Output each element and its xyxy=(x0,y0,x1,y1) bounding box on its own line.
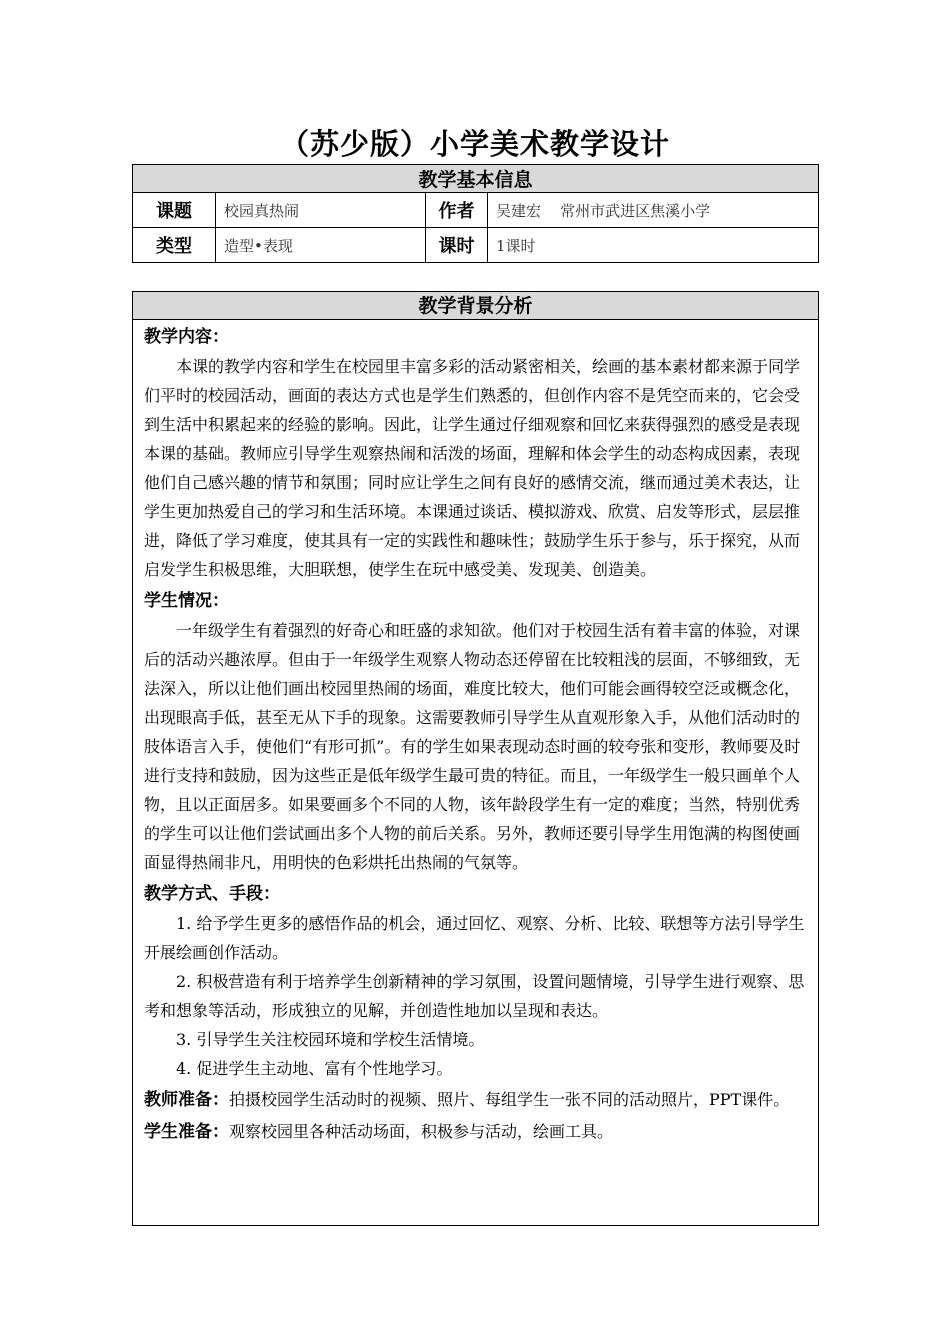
list-item: 3. 引导学生关注校园环境和学校生活情境。 xyxy=(176,1030,485,1049)
teacher-prep-title: 教师准备： xyxy=(144,1090,229,1110)
period-label: 课时 xyxy=(426,228,488,263)
basic-info-table xyxy=(132,164,819,263)
table-row xyxy=(133,193,819,228)
type-value: 造型•表现 xyxy=(216,228,426,263)
list-item: 1. 给予学生更多的感悟作品的机会，通过回忆、观察、分析、比较、联想等方法引导学生开展绘画创作活动。 xyxy=(144,914,805,962)
author-value: 吴建宏 常州市武进区焦溪小学 xyxy=(488,193,819,228)
students-section-title: 学生情况： xyxy=(144,591,229,611)
list-item: 4. 促进学生主动地、富有个性地学习。 xyxy=(176,1059,453,1078)
students-paragraph: 一年级学生有着强烈的好奇心和旺盛的求知欲。他们对于校园生活有着丰富的体验，对课后的活动兴趣浓厚。但由于一年级学生观察人物动态还停留在比较粗浅的层面，不够细致，无法深入，所以让他们画出校园里热闹的场面，难度比较大，他们可能会画得较空泛或概念化，出现眼高手低，甚至无从下手的现象。这需要教师引导学生从直观形象入手，从他们活动时的肢体语言入手，使他们“有形可抓”。有的学生如果表现动态时画的较夸张和变形，教师要及时进行支持和鼓励，因为这些正是低年级学生最可贵的特征。而且，一年级学生一般只画单个人物，且以正面居多。如果要画多个不同的人物，该年龄段学生有一定的难度；当然，特别优秀的学生可以让他们尝试画出多个人物的前后关系。另外，教师还要引导学生用饱满的构图使画面显得热闹非凡，用明快的色彩烘托出热闹的气氛等。 xyxy=(144,621,801,872)
student-prep-text: 观察校园里各种活动场面，积极参与活动，绘画工具。 xyxy=(229,1122,614,1141)
student-prep xyxy=(144,1117,806,1147)
background-analysis-box xyxy=(132,291,819,1226)
methods-section-title: 教学方式、手段： xyxy=(144,884,280,904)
topic-label: 课题 xyxy=(133,193,216,228)
table-row xyxy=(133,228,819,263)
period-value: 1课时 xyxy=(488,228,819,263)
type-label: 类型 xyxy=(133,228,216,263)
content-section-title: 教学内容： xyxy=(144,327,229,347)
topic-value: 校园真热闹 xyxy=(216,193,426,228)
author-label: 作者 xyxy=(426,193,488,228)
teacher-prep xyxy=(144,1085,806,1115)
content-paragraph: 本课的教学内容和学生在校园里丰富多彩的活动紧密相关，绘画的基本素材都来源于同学们平时的校园活动，画面的表达方式也是学生们熟悉的，但创作内容不是凭空而来的，它会受到生活中积累起来的经验的影响。因此，让学生通过仔细观察和回忆来获得强烈的感受是表现本课的基础。教师应引导学生观察热闹和活泼的场面，理解和体会学生的动态构成因素，表现他们自己感兴趣的情节和氛围；同时应让学生之间有良好的感情交流，继而通过美术表达，让学生更加热爱自己的学习和生活环境。本课通过谈话、模拟游戏、欣赏、启发等形式，层层推进，降低了学习难度，使其具有一定的实践性和趣味性；鼓励学生乐于参与，乐于探究，从而启发学生积极思维，大胆联想，使学生在玩中感受美、发现美、创造美。 xyxy=(144,357,801,579)
student-prep-title: 学生准备： xyxy=(144,1122,229,1142)
page-title: （苏少版）小学美术教学设计 xyxy=(279,127,670,161)
list-item: 2. 积极营造有利于培养学生创新精神的学习氛围，设置问题情境，引导学生进行观察、思考和想象等活动，形成独立的见解，并创造性地加以呈现和表达。 xyxy=(144,972,805,1020)
basic-info-header: 教学基本信息 xyxy=(133,165,819,193)
teacher-prep-text: 拍摄校园学生活动时的视频、照片、每组学生一张不同的活动照片，PPT课件。 xyxy=(229,1090,790,1109)
background-header: 教学背景分析 xyxy=(133,292,818,320)
